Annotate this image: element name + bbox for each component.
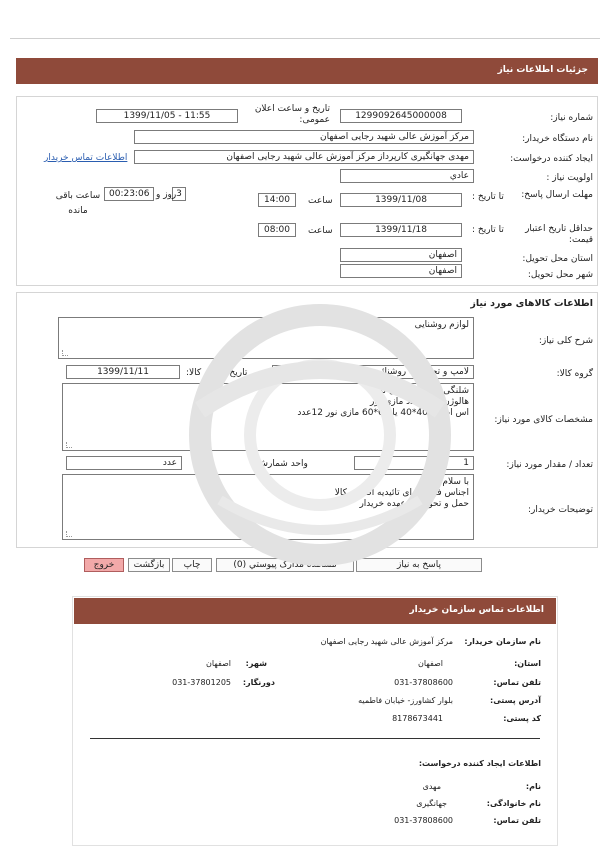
validity-time-field[interactable]: 08:00 xyxy=(258,223,296,237)
need-number-field[interactable]: 1299092645000008 xyxy=(340,109,462,123)
specs-line: شلنگی 800متر مازی نور xyxy=(374,386,469,396)
specs-line: اس ام دی 40*40 یا 60*60 مازی نور 12عدد xyxy=(297,408,469,418)
contact-address-value: بلوار کشاورز- خیابان فاطمیه xyxy=(358,696,453,705)
priority-label: اولویت نیاز : xyxy=(546,173,593,183)
contact-postal-value: 8178673441 xyxy=(392,714,443,723)
contact-address-label: آدرس پستی: xyxy=(490,696,541,705)
specs-line: هالوژن 135 عدد مازی نور xyxy=(369,397,469,407)
unit-field[interactable]: عدد xyxy=(66,456,182,470)
priority-field[interactable]: عادي xyxy=(340,169,474,183)
province-field[interactable]: اصفهان xyxy=(340,248,462,262)
specs-field[interactable] xyxy=(62,383,474,451)
requester-label: ایجاد کننده درخواست: xyxy=(510,154,593,164)
remaining-label: ساعت باقی مانده xyxy=(55,191,101,216)
contact-fax-label: دورنگار: xyxy=(242,678,275,687)
contact-separator xyxy=(90,738,540,739)
contact-org-value: مرکز آموزش عالی شهید رجایی اصفهان xyxy=(320,637,453,646)
validity-until-label: تا تاریخ : xyxy=(472,225,504,235)
notes-line: با سلام xyxy=(442,477,469,487)
buyer-org-label: نام دستگاه خریدار: xyxy=(522,134,593,144)
contact-province-value: اصفهان xyxy=(417,659,443,668)
quantity-label: تعداد / مقدار مورد نیاز: xyxy=(506,460,593,470)
validity-date-field[interactable]: 1399/11/18 xyxy=(340,223,462,237)
contact-city-label: شهر: xyxy=(245,659,267,668)
send-time-field[interactable]: 14:00 xyxy=(258,193,296,207)
page-title: جزئیات اطلاعات نیاز xyxy=(16,58,598,84)
quantity-field[interactable]: 1 xyxy=(354,456,474,470)
province-label: استان محل تحویل: xyxy=(522,254,593,264)
remaining-time-field[interactable]: 00:23:06 xyxy=(104,187,154,201)
creator-title: اطلاعات ایجاد کننده درخواست: xyxy=(418,759,541,768)
reply-button[interactable]: پاسخ به نیاز xyxy=(356,558,482,572)
send-time-label: ساعت xyxy=(308,196,333,206)
goods-section-title: اطلاعات کالاهای مورد نیاز xyxy=(470,298,593,309)
creator-phone-value: 031-37808600 xyxy=(394,816,453,825)
general-desc-label: شرح کلی نیاز: xyxy=(538,336,593,346)
announce-label: تاریخ و ساعت اعلان عمومی: xyxy=(254,104,330,125)
contact-title: اطلاعات تماس سازمان خریدار xyxy=(74,598,556,624)
buyer-notes-field[interactable] xyxy=(62,474,474,540)
general-desc-field[interactable] xyxy=(58,317,474,359)
back-button[interactable]: بازگشت xyxy=(128,558,170,572)
send-deadline-label: مهلت ارسال پاسخ: xyxy=(521,190,593,200)
price-validity-label: حداقل تاریخ اعتبار قیمت: xyxy=(525,224,593,245)
contact-postal-label: کد پستی: xyxy=(503,714,541,723)
contact-card xyxy=(72,596,558,846)
need-date-field[interactable]: 1399/11/11 xyxy=(66,365,180,379)
notes-line: اجناس فوق دارای تائیدیه اصالت کالا xyxy=(334,488,469,498)
resize-grip-icon[interactable] xyxy=(66,531,72,537)
buyer-contact-link[interactable]: اطلاعات تماس خریدار xyxy=(44,153,128,163)
send-until-label: تا تاریخ : xyxy=(472,192,504,202)
creator-first-name-value: مهدی xyxy=(422,782,441,791)
notes-line: حمل و تحویل بر عهده خریدار xyxy=(359,499,469,509)
contact-phone-value: 031-37808600 xyxy=(394,678,453,687)
contact-fax-value: 031-37801205 xyxy=(172,678,231,687)
resize-grip-icon[interactable] xyxy=(62,350,68,356)
buyer-org-field[interactable]: مرکز آموزش عالی شهید رجایی اصفهان xyxy=(134,130,474,144)
need-number-label: شماره نیاز: xyxy=(550,113,593,123)
specs-label: مشخصات کالای مورد نیاز: xyxy=(494,415,593,425)
need-date-label: تاریخ نیاز به کالا: xyxy=(186,368,248,378)
announce-field[interactable]: 1399/11/05 - 11:55 xyxy=(96,109,238,123)
send-date-field[interactable]: 1399/11/08 xyxy=(340,193,462,207)
general-desc-text: لوازم روشنایی xyxy=(414,320,469,330)
city-label: شهر محل تحویل: xyxy=(527,270,593,280)
buyer-notes-label: توضیحات خریدار: xyxy=(527,505,593,515)
goods-group-field[interactable]: لامپ و تجهیزات روشنائی xyxy=(272,365,474,379)
attachments-button[interactable]: مشاهده مدارک پیوستي (0) xyxy=(216,558,354,572)
creator-last-name-label: نام خانوادگی: xyxy=(486,799,541,808)
creator-first-name-label: نام: xyxy=(525,782,541,791)
days-label: روز و xyxy=(156,190,177,200)
goods-group-label: گروه کالا: xyxy=(556,369,593,379)
top-divider xyxy=(10,38,600,39)
unit-label: واحد شمارش: xyxy=(254,459,308,469)
requester-field[interactable]: مهدی جهانگیری کارپرداز مرکز آموزش عالی شهید رجایی اصفهان xyxy=(134,150,474,164)
city-field[interactable]: اصفهان xyxy=(340,264,462,278)
days-field[interactable]: 3 xyxy=(172,187,186,201)
creator-last-name-value: جهانگیری xyxy=(416,799,447,808)
resize-grip-icon[interactable] xyxy=(66,442,72,448)
creator-phone-label: تلفن تماس: xyxy=(493,816,541,825)
exit-button[interactable]: خروج xyxy=(84,558,124,572)
contact-phone-label: تلفن تماس: xyxy=(493,678,541,687)
contact-org-label: نام سازمان خریدار: xyxy=(464,637,541,646)
validity-time-label: ساعت xyxy=(308,226,333,236)
print-button[interactable]: چاپ xyxy=(172,558,212,572)
contact-city-value: اصفهان xyxy=(205,659,231,668)
contact-province-label: استان: xyxy=(514,659,541,668)
